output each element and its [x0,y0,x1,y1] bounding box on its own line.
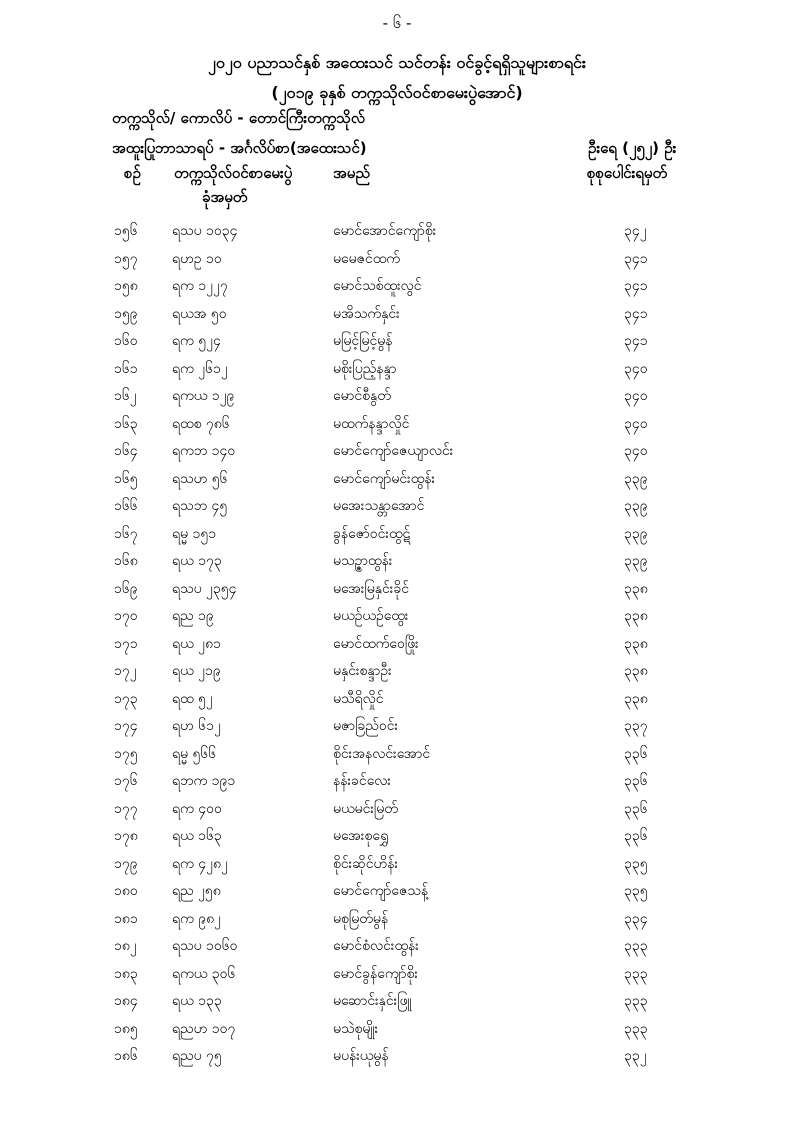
table-row [0,934,794,962]
university-line: တက္ကသိုလ်/ ကောလိပ် - ‌တောင်ကြီးတက္ကသိုလ် [112,109,365,127]
row-number: ၁၆၄ [114,443,138,459]
row-number: ၁၈၅ [114,1020,138,1037]
total-marks: ၃၃၆ [624,773,648,789]
student-name: မောင်ခွန်ကျော်စိုး [333,965,418,982]
document-subtitle: (၂၀၁၉ ခုနှစ် တက္ကသိုလ်ဝင်စာမေးပွဲအောင်) [271,83,523,102]
roll-number: ရည ၂၅၈ [172,883,221,899]
student-name: မမေဇင်ထက် [333,250,400,267]
row-number: ၁၆၆ [114,498,138,514]
roll-number: ရည ၁၉ [172,608,214,624]
table-row [0,962,794,990]
total-marks: ၃၃၈ [624,635,648,652]
student-name: ခွန်ဇော်ဝင်းထွဋ် [333,525,411,542]
table-row [0,989,794,1017]
student-name: မောင်စီနွတ် [333,388,391,404]
roll-number: ရကယ ၁၂၉ [172,388,235,404]
table-row [0,577,794,605]
subject-line: အထူးပြုဘာသာရပ် - အင်္ဂလိပ်စာ(အထေးသင်) [112,139,367,157]
roll-number: ရက ၄၀၀ [172,800,222,817]
student-name: မဇာခြည်ဝင်း [333,718,399,734]
roll-number: ရယ ၁၆၃ [172,828,222,844]
total-marks: ၃၃၃ [624,993,648,1009]
table-row [0,467,794,495]
page-number: - ၆ - [382,14,412,32]
roll-number: ရယ ၂၁၉ [172,663,221,679]
row-number: ၁၈၆ [114,1048,138,1064]
row-number: ၁၆၀ [114,333,138,349]
table-row [0,797,794,825]
table-row [0,852,794,880]
row-number: ၁၇၈ [114,828,138,844]
column-header-no: စဉ် [124,164,141,182]
student-name: နန်းခင်လေး [333,773,391,789]
row-number: ၁၇၇ [114,800,138,817]
roll-number: ရယ ၁၃၃ [172,993,222,1009]
row-number: ၁၇၂ [114,663,137,679]
student-name: မသဉ္ဇာထွန်း [333,553,393,569]
table-row [0,907,794,935]
table-row [0,357,794,385]
student-name: မောင်အောင်ကျော်စိုး [333,223,437,239]
student-name: မသဲစုမျိုး [333,1020,379,1037]
row-number: ၁၈၃ [114,965,138,982]
roll-number: ရမ္မ ၁၅၁ [172,525,217,542]
student-name: မစုမြတ်မွန် [333,910,389,927]
total-marks: ၃၃၉ [624,553,648,569]
table-row [0,714,794,742]
roll-number: ရညဟ ၁၀၇ [172,1020,236,1037]
column-header-name: အမည် [333,164,370,182]
total-marks: ၃၃၉ [624,498,648,514]
roll-number: ရညပ ၇၅ [172,1048,222,1064]
student-count: ဦးရေ (၂၅၂) ဦး [588,139,677,157]
row-number: ၁၆၂ [114,388,137,404]
roll-number: ရသပ ၁၀၆၀ [172,938,238,954]
total-marks: ၃၄၂ [624,223,647,239]
total-marks: ၃၄၀ [624,388,648,404]
total-marks: ၃၄၀ [624,415,648,432]
roll-number: ရထ ၅၂ [172,690,213,707]
student-name: မောင်သစ်ထူးလွင် [333,278,422,294]
student-name: မောင်ကျော်ဇေသန့် [333,883,429,899]
roll-number: ရထစ ၇၈၆ [172,415,230,432]
total-marks: ၃၃၃ [624,938,648,954]
row-number: ၁၈၄ [114,993,138,1009]
student-name: မမြင့်မြင့်မွန် [333,333,393,349]
document-title: ၂၀၂၀ ပညာသင်နှစ် အထေးသင် သင်တန်း ဝင်ခွင့်ရရှိသူများစာရင်း [208,53,586,72]
results-table [0,219,794,1072]
student-name: စိုင်းအနလင်းအောင် [333,745,431,762]
table-row [0,494,794,522]
student-name: မအေးသန္တာအောင် [333,498,425,514]
total-marks: ၃၃၉ [624,525,648,542]
roll-number: ရသပ ၂၃၅၄ [172,580,237,597]
roll-number: ရဟဥ ၁၀ [172,250,222,267]
roll-number: ရက ၂၆၁၂ [172,360,228,377]
roll-number: ရက ၉၈၂ [172,910,221,927]
table-row [0,329,794,357]
total-marks: ၃၄၀ [624,443,648,459]
total-marks: ၃၃၉ [624,470,648,487]
column-header-marks: စုစုပေါင်းရမှတ် [587,164,668,182]
total-marks: ၃၃၃ [624,1020,648,1037]
total-marks: ၃၃၆ [624,800,648,817]
row-number: ၁၈၁ [114,910,138,927]
roll-number: ရဘက ၁၉၁ [172,773,236,789]
student-name: မစိုးပြည့်နန္ဒာ [333,360,397,377]
total-marks: ၃၃၆ [624,828,648,844]
table-row [0,632,794,660]
row-number: ၁၇၀ [114,608,138,624]
total-marks: ၃၃၈ [624,690,648,707]
total-marks: ၃၄၁ [624,250,648,267]
student-name: မပန်းယုမွန် [333,1048,389,1064]
row-number: ၁၅၆ [114,223,138,239]
student-name: မောင်စံလင်းထွန်း [333,938,419,954]
student-name: မောင်ကျော်မင်းထွန်း [333,470,436,487]
roll-number: ရဟ ၆၁၂ [172,718,221,734]
row-number: ၁၆၁ [114,360,138,377]
total-marks: ၃၄၀ [624,360,648,377]
table-row [0,769,794,797]
student-name: မယဉ်ယဉ်ထွေး [333,608,409,624]
row-number: ၁၆၉ [114,580,138,597]
total-marks: ၃၃၈ [624,608,648,624]
student-name: မနှင်းစန္ဒာဦး [333,663,392,679]
row-number: ၁၅၇ [114,250,138,267]
student-name: မသီရိလှိုင် [333,690,384,707]
row-number: ၁၈၂ [114,938,137,954]
table-row [0,742,794,770]
total-marks: ၃၄၁ [624,278,648,294]
total-marks: ၃၄၁ [624,305,648,322]
row-number: ၁၆၇ [114,525,138,542]
total-marks: ၃၃၃ [624,965,648,982]
table-row [0,659,794,687]
roll-number: ရယအ ၅၀ [172,305,227,322]
roll-number: ရသပ ၁၀၃၄ [172,223,238,239]
table-row [0,1017,794,1045]
table-row [0,824,794,852]
student-name: မထက်နန္ဒာလှိုင် [333,415,410,432]
table-row [0,522,794,550]
row-number: ၁၅၈ [114,278,138,294]
total-marks: ၃၃၅ [624,883,648,899]
table-row [0,439,794,467]
total-marks: ၃၃၈ [624,663,648,679]
total-marks: ၃၄၁ [624,333,648,349]
row-number: ၁၆၅ [114,470,138,487]
table-row [0,274,794,302]
row-number: ၁၆၃ [114,415,138,432]
column-header-roll: တက္ကသိုလ်ဝင်စာမေးပွဲ [174,164,293,182]
roll-number: ရယ ၁၇၃ [172,553,222,569]
student-name: မောင်ကျော်ဇေယျာလင်း [333,443,454,459]
row-number: ၁၇၃ [114,690,138,707]
roll-number: ရက ၅၂၄ [172,333,221,349]
row-number: ၁၇၅ [114,745,138,762]
row-number: ၁၇၁ [114,635,138,652]
table-row [0,412,794,440]
student-name: မအေးစုရွှေ [333,828,389,844]
total-marks: ၃၃၂ [624,1048,647,1064]
student-name: စိုင်းဆိုင်ဟိန်း [333,855,398,872]
total-marks: ၃၃၇ [624,718,648,734]
roll-number: ရမ္မ ၅၆၆ [172,745,217,762]
row-number: ၁၇၉ [114,855,138,872]
roll-number: ရက ၄၂၈၂ [172,855,228,872]
total-marks: ၃၃၅ [624,855,648,872]
table-row [0,687,794,715]
roll-number: ရကဘ ၁၄၀ [172,443,236,459]
total-marks: ၃၃၈ [624,580,648,597]
table-row [0,1044,794,1072]
total-marks: ၃၃၄ [624,910,648,927]
table-row [0,549,794,577]
student-name: မအိသက်နှင်း [333,305,400,322]
student-name: မောင်ထက်ဝေဖြိုး [333,635,419,652]
total-marks: ၃၃၆ [624,745,648,762]
table-row [0,604,794,632]
roll-number: ရကယ ၃၀၆ [172,965,236,982]
row-number: ၁၅၉ [114,305,138,322]
table-row [0,384,794,412]
row-number: ၁၈၀ [114,883,138,899]
table-row [0,247,794,275]
roll-number: ရယ ၂၈၁ [172,635,221,652]
row-number: ၁၆၈ [114,553,138,569]
table-row [0,219,794,247]
table-row [0,879,794,907]
column-header-roll-line2: ခုံအမှတ် [202,188,248,206]
student-name: မဆောင်းနှင်းဖြူ [333,993,412,1009]
table-row [0,302,794,330]
row-number: ၁၇၆ [114,773,138,789]
roll-number: ရသဟ ၅၆ [172,470,228,487]
roll-number: ရသဘ ၄၅ [172,498,228,514]
row-number: ၁၇၄ [114,718,138,734]
student-name: မယမင်းမြတ် [333,800,398,817]
student-name: မအေးမြနှင်းခိုင် [333,580,410,597]
roll-number: ရက ၁၂၂၇ [172,278,228,294]
